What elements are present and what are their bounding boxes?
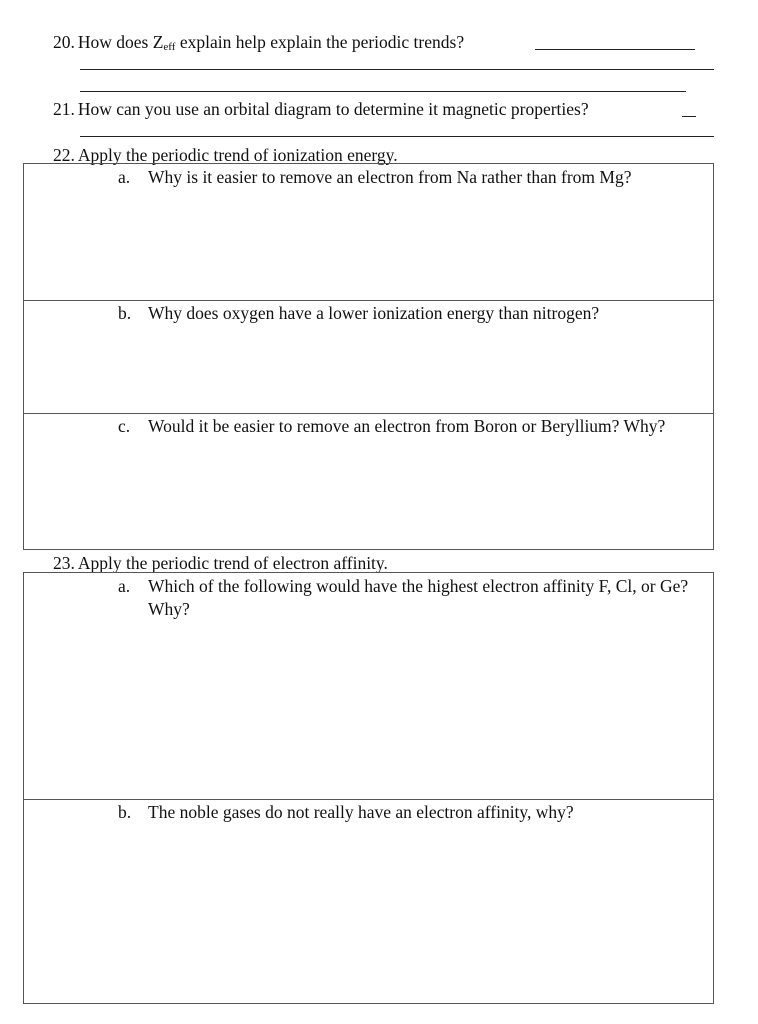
answer-blank-20[interactable] — [535, 49, 695, 50]
question-number: 20. — [53, 32, 75, 52]
question-number: 22. — [53, 145, 75, 165]
part-23b — [118, 801, 703, 824]
part-letter: b. — [118, 303, 132, 323]
part-text: Would it be easier to remove an electron from Boron or Beryllium? Why? — [148, 416, 666, 436]
question-text: Apply the periodic trend of electron affinity. — [77, 553, 388, 573]
question-22 — [53, 145, 398, 165]
part-22b — [118, 302, 703, 325]
question-23 — [53, 553, 388, 573]
answer-blank-21[interactable] — [682, 116, 696, 117]
part-text: The noble gases do not really have an electron affinity, why? — [148, 802, 574, 822]
answer-box-23b[interactable] — [23, 799, 714, 1004]
part-letter: c. — [118, 416, 131, 436]
part-letter: a. — [118, 167, 131, 187]
question-text-cont: explain help explain the periodic trends? — [175, 32, 465, 52]
part-23a — [118, 575, 703, 621]
part-letter: b. — [118, 802, 132, 822]
part-22a — [118, 166, 703, 189]
question-20 — [53, 32, 464, 57]
question-number: 23. — [53, 553, 75, 573]
part-text: Which of the following would have the highest electron affinity F, Cl, or Ge? Why? — [148, 576, 689, 619]
zeff-subscript: eff — [163, 41, 176, 53]
part-letter: a. — [118, 576, 131, 596]
answer-line-21[interactable] — [80, 136, 714, 137]
question-text: How can you use an orbital diagram to determine it magnetic properties? — [77, 99, 589, 119]
part-text: Why does oxygen have a lower ionization energy than nitrogen? — [148, 303, 600, 323]
answer-line-20b[interactable] — [80, 91, 686, 92]
part-text: Why is it easier to remove an electron from Na rather than from Mg? — [148, 167, 632, 187]
answer-line-20a[interactable] — [80, 69, 714, 70]
part-22c — [118, 415, 703, 438]
question-text: How does Z — [77, 32, 164, 52]
question-21 — [53, 99, 589, 119]
question-number: 21. — [53, 99, 75, 119]
question-text: Apply the periodic trend of ionization energy. — [77, 145, 398, 165]
